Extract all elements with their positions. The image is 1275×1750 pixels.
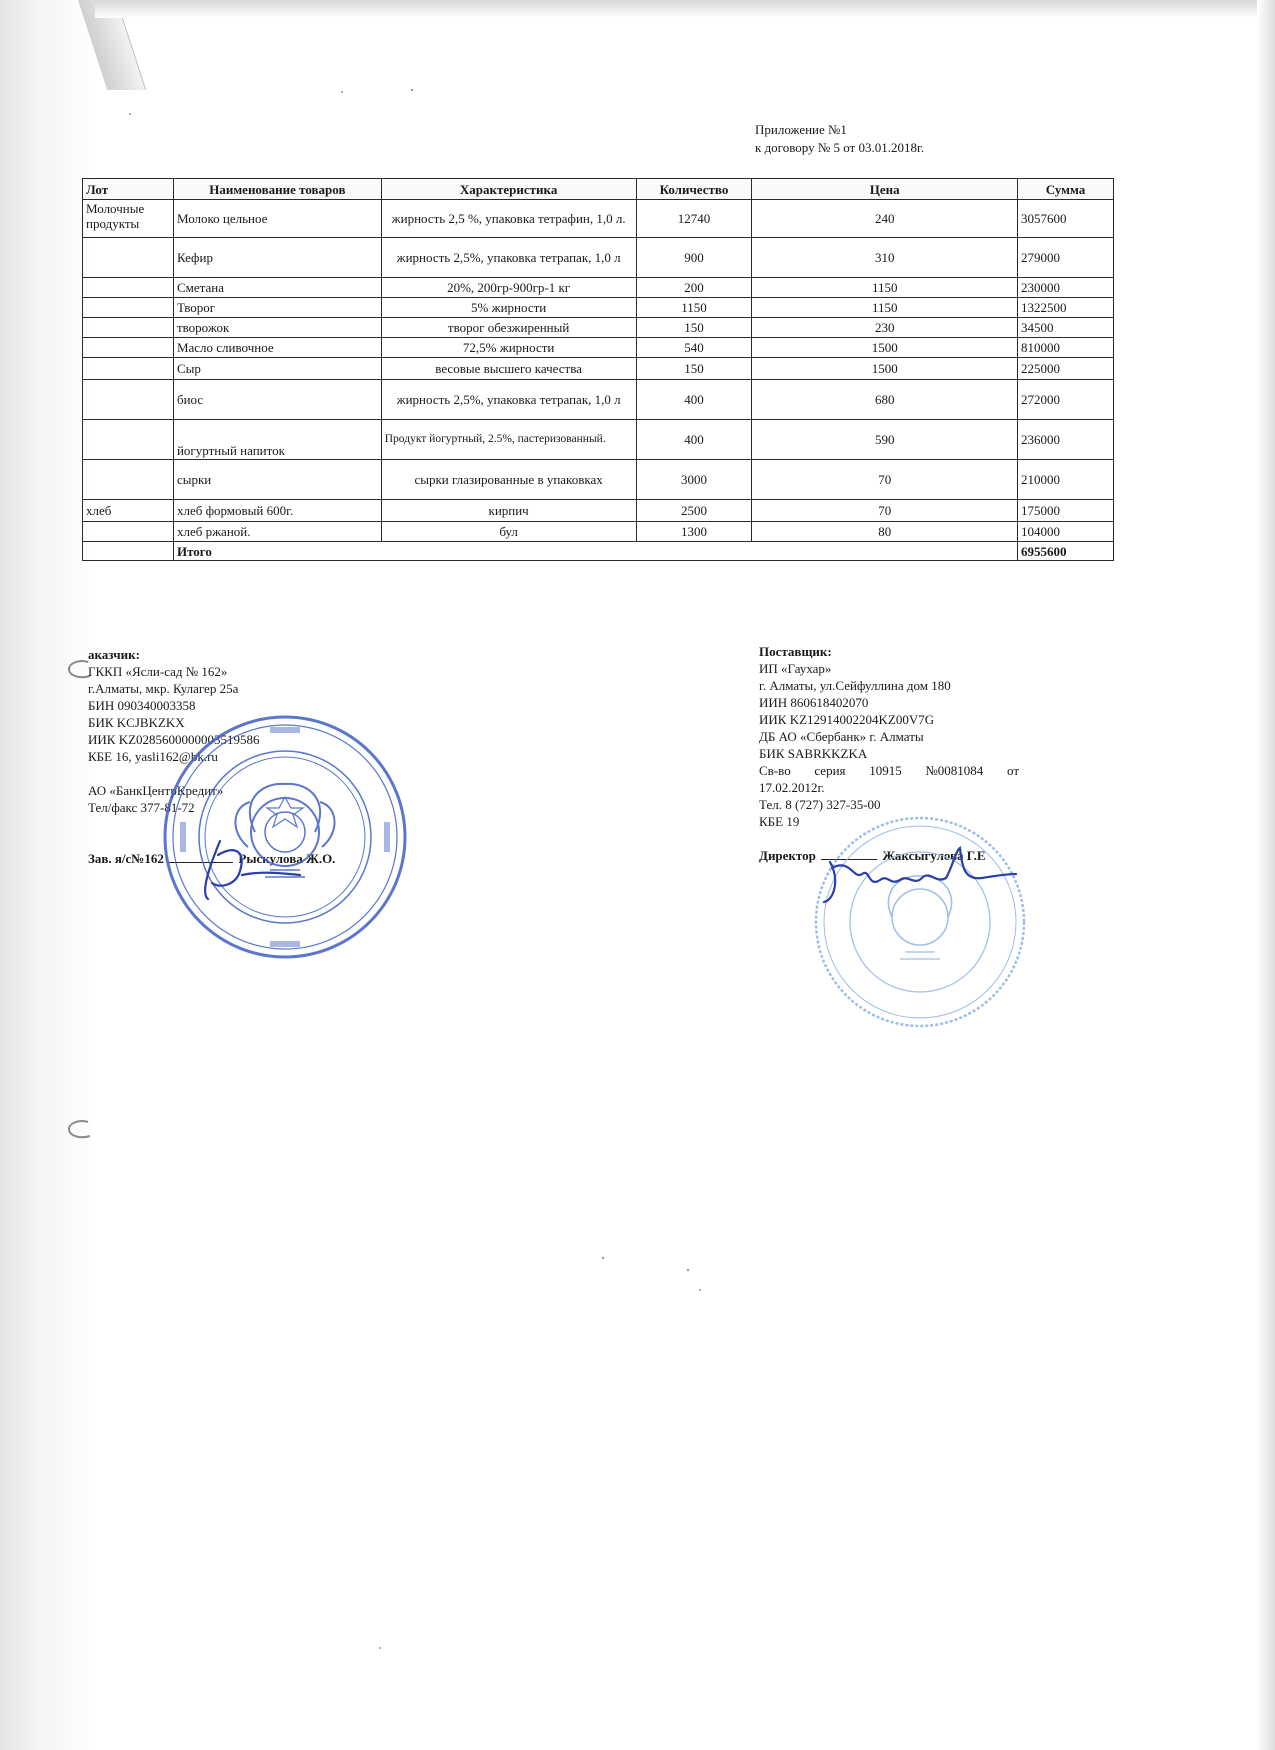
cell-description: сырки глазированные в упаковках: [381, 460, 636, 500]
cell-price: 1150: [752, 298, 1018, 318]
cell-sum: 225000: [1018, 358, 1114, 380]
cell-description: творог обезжиренный: [381, 318, 636, 338]
customer-org: ГККП «Ясли-сад № 162»: [88, 664, 228, 679]
cell-quantity: 400: [636, 380, 752, 420]
cell-sum: 810000: [1018, 338, 1114, 358]
cell-name: Молоко цельное: [173, 200, 381, 238]
cell-price: 1150: [752, 278, 1018, 298]
contract-reference: к договору № 5 от 03.01.2018г.: [755, 140, 925, 155]
cell-price: 70: [752, 500, 1018, 522]
column-header: Наименование товаров: [173, 179, 381, 200]
cell-description: весовые высшего качества: [381, 358, 636, 380]
cell-price: 680: [752, 380, 1018, 420]
supplier-iik: ИИК KZ12914002204KZ00V7G: [759, 712, 935, 727]
cell-description: жирность 2,5 %, упаковка тетрафин, 1,0 л.: [381, 200, 636, 238]
cell-price: 240: [752, 200, 1018, 238]
supplier-phone: Тел. 8 (727) 327-35-00: [759, 797, 881, 812]
supplier-org: ИП «Гаухар»: [759, 661, 832, 676]
column-header: Цена: [752, 179, 1018, 200]
customer-iik: ИИК KZ0285600000003519586: [88, 732, 260, 747]
customer-bin: БИН 090340003358: [88, 698, 196, 713]
supplier-bik: БИК SABRKKZKA: [759, 746, 868, 761]
appendix-title: Приложение №1: [755, 122, 847, 137]
cell-sum: 175000: [1018, 500, 1114, 522]
cell-price: 80: [752, 522, 1018, 542]
column-header: Характеристика: [381, 179, 636, 200]
cell-quantity: 400: [636, 420, 752, 460]
cell-sum: 279000: [1018, 238, 1114, 278]
column-header: Сумма: [1018, 179, 1114, 200]
supplier-kbe: КБЕ 19: [759, 814, 800, 829]
supplier-title: Поставщик:: [759, 644, 832, 659]
cell-quantity: 150: [636, 318, 752, 338]
cell-quantity: 200: [636, 278, 752, 298]
cell-price: 310: [752, 238, 1018, 278]
column-header: Количество: [636, 179, 752, 200]
cell-description: бул: [381, 522, 636, 542]
cell-quantity: 3000: [636, 460, 752, 500]
cell-sum: 104000: [1018, 522, 1114, 542]
cell-name: биос: [173, 380, 381, 420]
cell-quantity: 540: [636, 338, 752, 358]
cell-name: йогуртный напиток: [173, 420, 381, 460]
cell-sum: 34500: [1018, 318, 1114, 338]
cell-sum: 210000: [1018, 460, 1114, 500]
cell-quantity: 1300: [636, 522, 752, 542]
cell-lot: хлеб: [83, 500, 174, 522]
cell-name: творожок: [173, 318, 381, 338]
cell-name: Сыр: [173, 358, 381, 380]
cell-quantity: 1150: [636, 298, 752, 318]
total-label: Итого: [173, 542, 1017, 561]
cell-price: 1500: [752, 358, 1018, 380]
cell-sum: 230000: [1018, 278, 1114, 298]
cell-price: 1500: [752, 338, 1018, 358]
cell-sum: 1322500: [1018, 298, 1114, 318]
customer-sign-name: Рыскулова Ж.О.: [238, 851, 336, 866]
cell-price: 230: [752, 318, 1018, 338]
supplier-certificate: Св-во серия 10915 №0081084 от: [759, 763, 1019, 778]
cell-name: Масло сливочное: [173, 338, 381, 358]
cell-lot: Молочные продукты: [83, 200, 174, 238]
cell-price: 70: [752, 460, 1018, 500]
cell-description: кирпич: [381, 500, 636, 522]
customer-title: аказчик:: [88, 647, 140, 662]
customer-address: г.Алматы, мкр. Кулагер 25а: [88, 681, 239, 696]
customer-kbe: КБЕ 16, yasli162@bk.ru: [88, 749, 218, 764]
column-header: Лот: [83, 179, 174, 200]
total-value: 6955600: [1018, 542, 1114, 561]
supplier-bank: ДБ АО «Сбербанк» г. Алматы: [759, 729, 924, 744]
cell-name: Кефир: [173, 238, 381, 278]
customer-bik: БИК KCJBKZKX: [88, 715, 185, 730]
supplier-iin: ИИН 860618402070: [759, 695, 869, 710]
cell-quantity: 900: [636, 238, 752, 278]
supplier-sign-name: Жаксыгулова Г.Е: [882, 848, 986, 863]
cell-description: жирность 2,5%, упаковка тетрапак, 1,0 л: [381, 238, 636, 278]
customer-sign-role: Зав. я/с№162: [88, 851, 164, 866]
supplier-sign-role: Директор: [759, 848, 816, 863]
cell-sum: 272000: [1018, 380, 1114, 420]
cell-sum: 236000: [1018, 420, 1114, 460]
cell-name: Сметана: [173, 278, 381, 298]
customer-phone: Тел/факс 377-81-72: [88, 800, 195, 815]
cell-sum: 3057600: [1018, 200, 1114, 238]
cell-description: 72,5% жирности: [381, 338, 636, 358]
cell-description: 5% жирности: [381, 298, 636, 318]
cell-name: сырки: [173, 460, 381, 500]
cell-description: 20%, 200гр-900гр-1 кг: [381, 278, 636, 298]
cell-description: жирность 2,5%, упаковка тетрапак, 1,0 л: [381, 380, 636, 420]
cell-description: Продукт йогуртный, 2.5%, пастеризованный.: [381, 420, 636, 460]
cell-name: хлеб ржаной.: [173, 522, 381, 542]
cell-quantity: 2500: [636, 500, 752, 522]
cell-name: хлеб формовый 600г.: [173, 500, 381, 522]
cell-price: 590: [752, 420, 1018, 460]
cell-quantity: 12740: [636, 200, 752, 238]
cell-name: Творог: [173, 298, 381, 318]
cell-quantity: 150: [636, 358, 752, 380]
supplier-address: г. Алматы, ул.Сейфуллина дом 180: [759, 678, 951, 693]
customer-bank: АО «БанкЦентрКредит»: [88, 783, 224, 798]
supplier-certificate-date: 17.02.2012г.: [759, 780, 825, 795]
